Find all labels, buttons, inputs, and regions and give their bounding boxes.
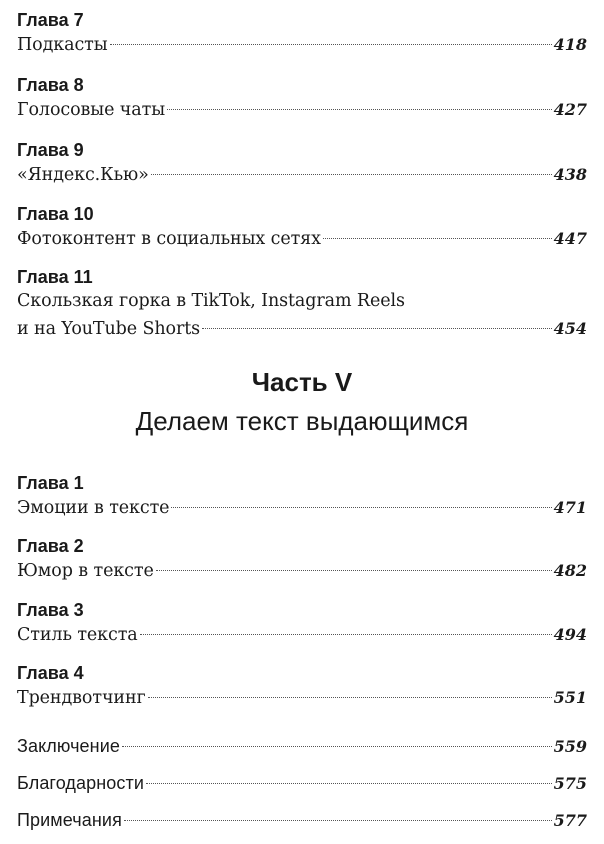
chapter-title: «Яндекс.Кью»	[17, 165, 149, 185]
dot-leader	[156, 570, 552, 571]
chapter-title: Эмоции в тексте	[17, 498, 170, 518]
page-number: 471	[553, 498, 587, 517]
dot-leader	[110, 44, 552, 45]
dot-leader	[124, 820, 552, 821]
toc-entry[interactable]	[17, 266, 587, 342]
toc-line[interactable]	[17, 684, 587, 711]
toc-entry-acknowledgements[interactable]	[17, 770, 587, 797]
back-matter-title: Благодарности	[17, 773, 144, 793]
toc-line[interactable]	[17, 807, 587, 834]
chapter-label: Глава 9	[17, 140, 84, 160]
toc-entry[interactable]	[17, 472, 587, 521]
toc-entry[interactable]	[17, 203, 587, 252]
chapter-title-line1: Скользкая горка в TikTok, Instagram Reels	[17, 291, 405, 311]
toc-line[interactable]	[17, 770, 587, 797]
toc-entry[interactable]	[17, 535, 587, 584]
page-number: 447	[553, 229, 587, 248]
page-number: 551	[553, 688, 587, 707]
toc-line[interactable]	[17, 161, 587, 188]
page-number: 427	[553, 100, 587, 119]
page-number: 577	[553, 811, 587, 830]
page-number: 438	[553, 165, 587, 184]
toc-entry[interactable]	[17, 9, 587, 58]
toc-entry-notes[interactable]	[17, 807, 587, 834]
dot-leader	[202, 328, 552, 329]
page-number: 418	[553, 35, 587, 54]
dot-leader	[122, 746, 552, 747]
chapter-label: Глава 1	[17, 473, 84, 493]
chapter-title: Голосовые чаты	[17, 100, 166, 120]
chapter-title: Фотоконтент в социальных сетях	[17, 229, 321, 249]
chapter-label: Глава 7	[17, 10, 84, 30]
chapter-title: Трендвотчинг	[17, 688, 146, 708]
chapter-label: Глава 4	[17, 663, 84, 683]
toc-entry-conclusion[interactable]	[17, 733, 587, 760]
toc-entry[interactable]	[17, 599, 587, 648]
toc-line[interactable]	[17, 315, 587, 342]
toc-line[interactable]	[17, 557, 587, 584]
chapter-label: Глава 10	[17, 204, 94, 224]
chapter-title-line2: и на YouTube Shorts	[17, 319, 201, 339]
toc-line[interactable]	[17, 225, 587, 252]
toc-entry[interactable]	[17, 662, 587, 711]
dot-leader	[146, 783, 552, 784]
page-number: 482	[553, 561, 587, 580]
chapter-label: Глава 3	[17, 600, 84, 620]
toc-line[interactable]	[17, 733, 587, 760]
toc-entry[interactable]	[17, 74, 587, 123]
page-number: 559	[553, 737, 587, 756]
toc-entry[interactable]	[17, 139, 587, 188]
dot-leader	[151, 174, 552, 175]
back-matter-title: Примечания	[17, 810, 122, 830]
dot-leader	[323, 238, 552, 239]
dot-leader	[167, 109, 552, 110]
dot-leader	[140, 634, 552, 635]
back-matter-title: Заключение	[17, 736, 120, 756]
toc-line[interactable]	[17, 96, 587, 123]
chapter-title: Стиль текста	[17, 625, 138, 645]
chapter-title: Подкасты	[17, 35, 108, 55]
dot-leader	[171, 507, 551, 508]
toc-line[interactable]	[17, 288, 587, 315]
toc-line[interactable]	[17, 494, 587, 521]
toc-line[interactable]	[17, 31, 587, 58]
dot-leader	[148, 697, 552, 698]
chapter-label: Глава 8	[17, 75, 84, 95]
chapter-label: Глава 11	[17, 267, 93, 287]
page-number: 494	[553, 625, 587, 644]
chapter-label: Глава 2	[17, 536, 84, 556]
part-number: Часть V	[251, 367, 353, 397]
page-number: 454	[553, 319, 587, 338]
part-title: Делаем текст выдающимся	[135, 406, 469, 436]
chapter-title: Юмор в тексте	[17, 561, 154, 581]
page-number: 575	[553, 774, 587, 793]
toc-line[interactable]	[17, 621, 587, 648]
